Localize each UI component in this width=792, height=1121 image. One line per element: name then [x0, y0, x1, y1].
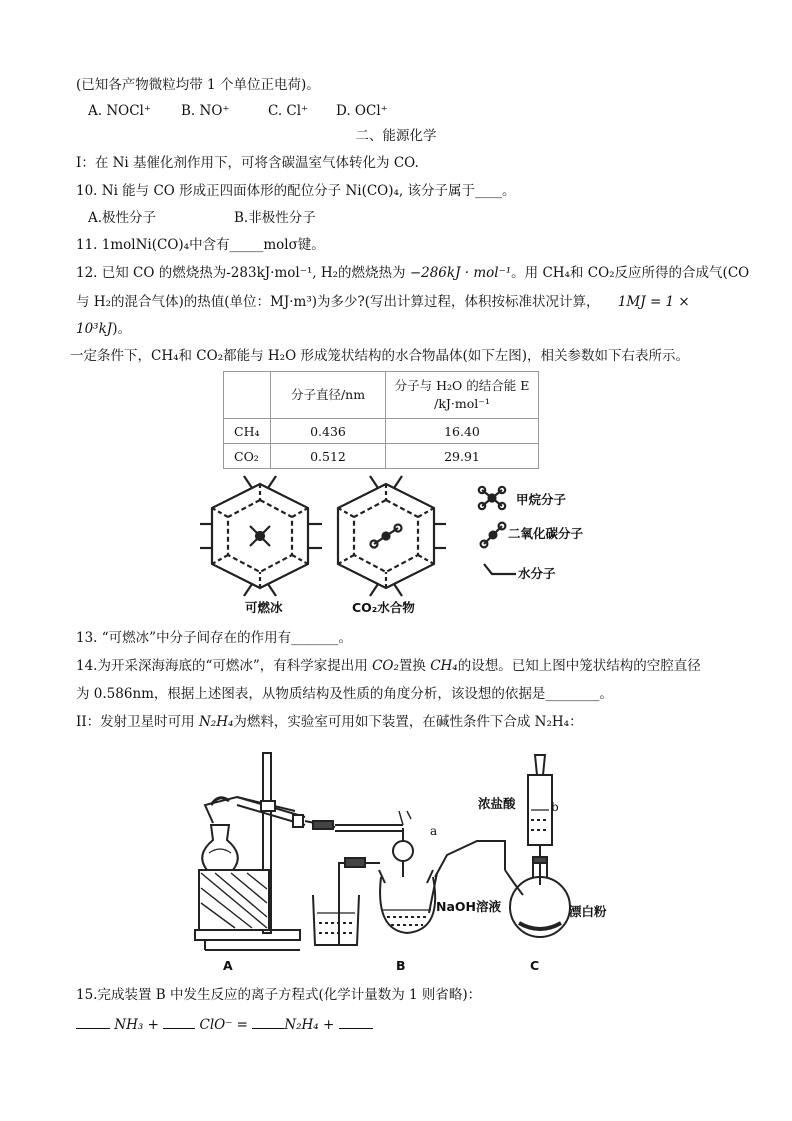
table-row	[224, 419, 539, 444]
table-header-energy-l2: /kJ·mol⁻¹	[434, 396, 490, 411]
section-heading-energy-chemistry: 二、能源化学	[355, 128, 437, 144]
legend-co2-icon	[481, 523, 506, 548]
options-row-q9	[88, 101, 388, 121]
table-header-diameter: 分子直径/nm	[271, 372, 386, 419]
q14-math-ch4: CH₄	[430, 658, 458, 674]
device-c	[505, 755, 570, 937]
apparatus-label-bleach: 漂白粉	[569, 904, 607, 919]
table-cell-energy: 29.91	[386, 444, 539, 469]
question-10: 10. Ni 能与 CO 形成正四面体形的配位分子 Ni(CO)₄, 该分子属于____。	[76, 183, 516, 199]
part-1-intro: I：在 Ni 基催化剂作用下，可将含碳温室气体转化为 CO.	[76, 155, 419, 171]
hydrate-intro: 一定条件下，CH₄和 CO₂都能与 H₂O 形成笼状结构的水合物晶体(如下左图)，相关参数如下右表所示。	[70, 348, 689, 364]
table-cell-energy: 16.40	[386, 419, 539, 444]
question-15: 15.完成装置 B 中发生反应的离子方程式(化学计量数为 1 则省略)：	[76, 987, 482, 1003]
beaker	[313, 858, 380, 945]
q14-text-a: 14.为开采深海海底的“可燃冰”，有科学家提出用	[76, 658, 368, 674]
legend-label-co2: 二氧化碳分子	[508, 526, 584, 541]
question-12-line-1	[76, 263, 749, 283]
eq-clo: ClO⁻ =	[199, 1017, 248, 1033]
blank-n2h4-coef[interactable]	[252, 1014, 284, 1029]
table-row	[224, 444, 539, 469]
question-11: 11. 1molNi(CO)₄中含有_____molσ键。	[76, 237, 325, 253]
q12-math-unit: 1MJ = 1 ×	[617, 294, 690, 310]
eq-n2h4: N₂H₄ +	[284, 1017, 335, 1033]
part2-text-b: 为燃料，实验室可用如下装置，在碱性条件下合成 N₂H₄：	[233, 714, 583, 730]
apparatus-label-B: B	[396, 958, 406, 973]
part2-math-hydrazine: N₂H₄	[198, 714, 234, 730]
eq-nh3: NH₃ +	[114, 1017, 159, 1033]
table-header-energy-l1: 分子与 H₂O 的结合能 E	[394, 378, 530, 393]
apparatus-label-naoh: NaOH溶液	[436, 899, 501, 914]
apparatus-label-conc-hcl: 浓盐酸	[478, 796, 516, 811]
figure-label-co2-hydrate: CO₂水合物	[352, 600, 415, 615]
q12-text-c: 与 H₂的混合气体)的热值(单位：MJ·m³)为多少?(写出计算过程，体积按标准状况计算，	[76, 294, 600, 310]
option-polar[interactable]: A.极性分子	[88, 210, 157, 226]
table-cell-name: CH₄	[224, 419, 271, 444]
part-2-intro	[76, 712, 583, 732]
blank-product[interactable]	[339, 1014, 373, 1029]
option-d[interactable]: D. OCl⁺	[336, 103, 388, 119]
q12-text-d: )。	[112, 321, 131, 337]
question-14-line-1	[76, 656, 701, 676]
q12-text-b: 。用 CH₄和 CO₂反应所得的合成气(CO	[511, 265, 750, 281]
methane-hydrate-cage	[200, 476, 322, 596]
option-c[interactable]: C. Cl⁺	[268, 103, 309, 119]
apparatus-label-C: C	[530, 958, 540, 973]
hydrate-parameter-table	[223, 371, 539, 469]
q14-math-co2: CO₂	[372, 658, 399, 674]
q12-math-h2-heat: −286kJ · mol⁻¹	[409, 265, 512, 281]
question-13: 13. “可燃冰”中分子间存在的作用有_______。	[76, 630, 352, 646]
apparatus-label-A: A	[223, 958, 233, 973]
text-line-product-note: (已知各产物微粒均带 1 个单位正电荷)。	[76, 77, 320, 93]
q12-text-a: 12. 已知 CO 的燃烧热为-283kJ·mol⁻¹, H₂的燃烧热为	[76, 265, 406, 281]
legend-label-water: 水分子	[518, 566, 556, 581]
blank-nh3-coef[interactable]	[76, 1014, 110, 1029]
q14-text-b: 置换	[398, 658, 426, 674]
co2-hydrate-cage	[338, 476, 446, 596]
apparatus-figure	[185, 745, 605, 975]
question-12-line-3	[76, 319, 131, 339]
question-14-line-2: 为 0.586nm，根据上述图表，从物质结构及性质的角度分析，该设想的依据是________。	[76, 686, 613, 702]
table-cell-name: CO₂	[224, 444, 271, 469]
legend-methane-icon	[479, 487, 505, 509]
blank-clo-coef[interactable]	[163, 1014, 195, 1029]
apparatus-label-b-small: b	[551, 800, 559, 814]
legend-label-methane: 甲烷分子	[516, 492, 567, 507]
q14-text-c: 的设想。已知上图中笼状结构的空腔直径	[457, 658, 701, 674]
q12-math-kj: 10³kJ	[76, 321, 113, 337]
option-a[interactable]: A. NOCl⁺	[88, 103, 151, 119]
options-row-q10	[88, 208, 316, 228]
figure-label-combustible-ice: 可燃冰	[245, 600, 283, 615]
option-nonpolar[interactable]: B.非极性分子	[234, 210, 316, 226]
option-b[interactable]: B. NO⁺	[181, 103, 230, 119]
equation-line	[76, 1014, 373, 1035]
legend-water-icon	[484, 564, 516, 574]
apparatus-label-a-small: a	[430, 824, 438, 838]
table-cell-diameter: 0.436	[271, 419, 386, 444]
table-header-energy	[386, 372, 539, 419]
table-cell-diameter: 0.512	[271, 444, 386, 469]
table-header-row	[224, 372, 539, 419]
question-12-line-2	[76, 292, 690, 312]
device-a	[195, 753, 403, 950]
part2-text-a: II：发射卫星时可用	[76, 714, 195, 730]
table-header-empty	[224, 372, 271, 419]
